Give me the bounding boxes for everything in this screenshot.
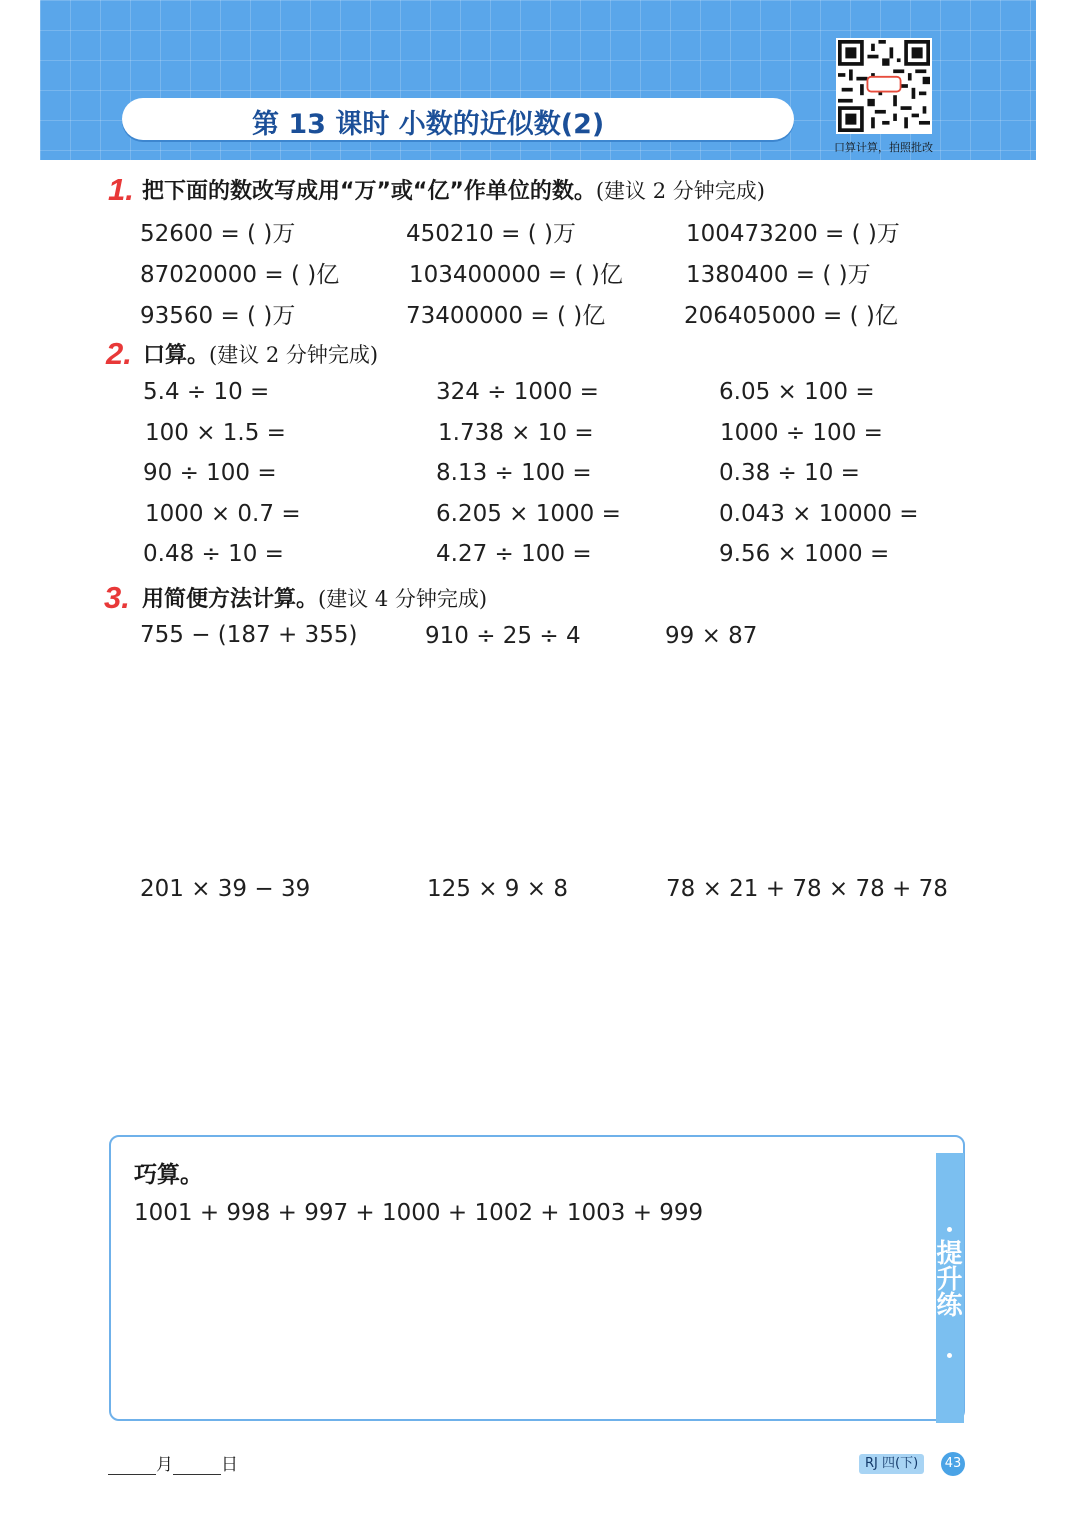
q2-item: 5.4 ÷ 10 =: [143, 379, 270, 405]
qr-caption: 口算计算，拍照批改: [834, 141, 933, 154]
q2-item: 1000 × 0.7 =: [145, 501, 301, 527]
q2-item: 9.56 × 1000 =: [719, 541, 890, 567]
question-3-hint: (建议 4 分钟完成): [318, 587, 488, 611]
q3-item: 910 ÷ 25 ÷ 4: [425, 623, 581, 649]
q2-item: 6.05 × 100 =: [719, 379, 875, 405]
q3-item: 78 × 21 + 78 × 78 + 78: [666, 876, 948, 902]
q1-item: 1380400 = ( )万: [686, 262, 871, 288]
q3-item: 755 − (187 + 355): [140, 622, 358, 648]
question-2-text: [143, 338, 378, 369]
day-label: 日: [221, 1455, 238, 1475]
q1-item: 52600 = ( )万: [140, 221, 296, 247]
qr-code-icon[interactable]: [836, 38, 932, 134]
q2-item: 100 × 1.5 =: [145, 420, 286, 446]
side-tab-dot: [947, 1353, 952, 1358]
side-tab-dot: [947, 1227, 952, 1232]
question-3-text: [142, 582, 487, 613]
q2-item: 4.27 ÷ 100 =: [436, 541, 592, 567]
q3-item: 125 × 9 × 8: [427, 876, 568, 902]
q1-item: 87020000 = ( )亿: [140, 262, 340, 288]
q3-item: 201 × 39 − 39: [140, 876, 311, 902]
question-3-number: 3.: [104, 580, 130, 615]
qr-code-graphic: [838, 40, 930, 132]
month-label: 月: [156, 1455, 173, 1475]
question-2-hint: (建议 2 分钟完成): [209, 343, 379, 367]
lesson-title-bar: [122, 98, 794, 140]
q1-item: 450210 = ( )万: [406, 221, 576, 247]
lesson-title: 第 13 课时 小数的近似数(2): [252, 109, 605, 140]
q2-item: 0.043 × 10000 =: [719, 501, 919, 527]
side-tab-label: 提升练: [932, 1239, 962, 1317]
question-2-instruction: 口算。: [143, 343, 210, 368]
side-tab: [932, 1153, 964, 1423]
question-1-instruction: 把下面的数改写成用“万”或“亿”作单位的数。: [142, 179, 596, 204]
q2-item: 1000 ÷ 100 =: [720, 420, 883, 446]
q1-item: 93560 = ( )万: [140, 303, 296, 329]
q1-item: 73400000 = ( )亿: [406, 303, 606, 329]
q2-item: 8.13 ÷ 100 =: [436, 460, 592, 486]
question-1-text: [142, 174, 765, 205]
bonus-expression: 1001 + 998 + 997 + 1000 + 1002 + 1003 + 999: [134, 1200, 704, 1226]
q2-item: 6.205 × 1000 =: [436, 501, 621, 527]
q2-item: 0.48 ÷ 10 =: [143, 541, 284, 567]
book-label: RJ 四(下): [859, 1454, 924, 1474]
page-number: 43: [941, 1452, 965, 1476]
q2-item: 324 ÷ 1000 =: [436, 379, 599, 405]
q1-item: 103400000 = ( )亿: [409, 262, 623, 288]
date-line: [108, 1450, 238, 1475]
q2-item: 90 ÷ 100 =: [143, 460, 277, 486]
q2-item: 1.738 × 10 =: [438, 420, 594, 446]
bonus-box: [109, 1135, 965, 1421]
q1-item: 206405000 = ( )亿: [684, 303, 898, 329]
q3-item: 99 × 87: [665, 623, 758, 649]
q2-item: 0.38 ÷ 10 =: [719, 460, 860, 486]
bonus-title: 巧算。: [134, 1162, 203, 1188]
question-2-number: 2.: [106, 336, 132, 371]
q1-item: 100473200 = ( )万: [686, 221, 900, 247]
question-1-number: 1.: [108, 172, 134, 207]
question-3-instruction: 用简便方法计算。: [142, 587, 319, 612]
month-blank[interactable]: [108, 1456, 156, 1475]
question-1-hint: (建议 2 分钟完成): [595, 179, 765, 203]
day-blank[interactable]: [173, 1456, 221, 1475]
